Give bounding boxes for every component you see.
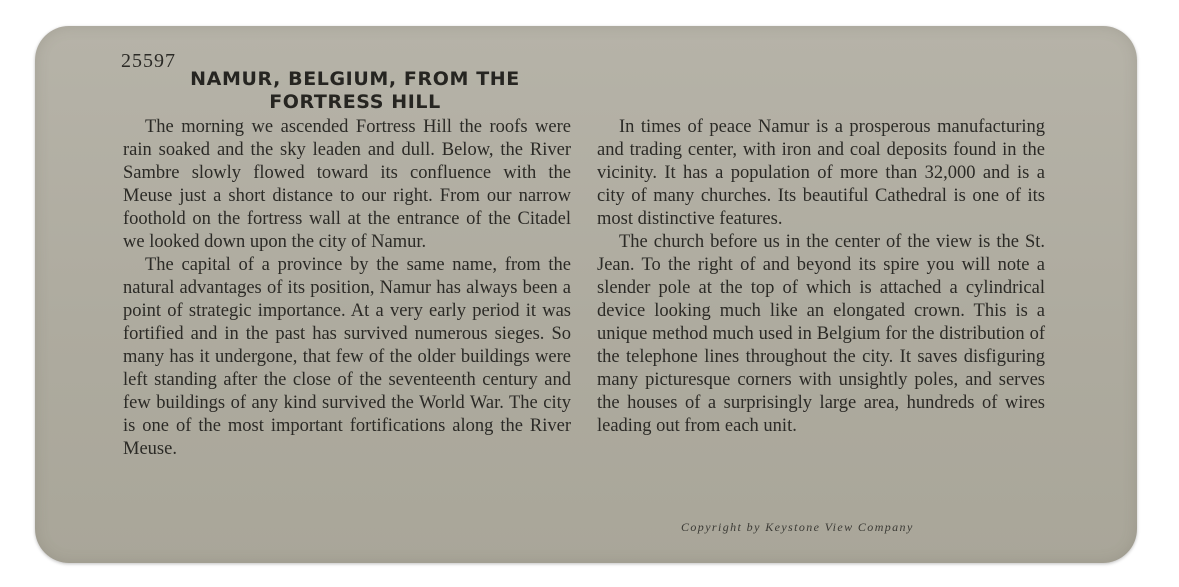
card-title	[115, 68, 595, 114]
paragraph: The morning we ascended Fortress Hill the roofs were rain soaked and the sky leaden and dull. Below, the River Sambre slowly flowed toward its confluence with the Meuse just a short distance to our right. From our narrow foothold on the fortress wall at the entrance of the Citadel we looked down upon the city of Namur.	[123, 117, 571, 252]
paragraph: The church before us in the center of the view is the St. Jean. To the right of and beyond its spire you will note a slender pole at the top of which is attached a cylindrical device looking much like an elongated crown. This is a unique method much used in Belgium for the distribution of the telephone lines throughout the city. It saves disfiguring many picturesque corners with unsightly poles, and serves the houses of a surprisingly large area, hundreds of wires leading out from each unit.	[597, 232, 1045, 436]
left-text-column	[123, 116, 571, 461]
paragraph: The capital of a province by the same name, from the natural advantages of its position, Namur has always been a point of strategic importance. At a very early period it was fortified and in the past has survived numerous sieges. So many has it undergone, that few of the older buildings were left standing after the close of the seventeenth century and few buildings of any kind survived the World War. The city is one of the most important fortifications along the River Meuse.	[123, 255, 571, 459]
right-text-column	[597, 116, 1045, 438]
card-number: 25597	[121, 50, 176, 72]
card-title-line-1: NAMUR, BELGIUM, FROM THE	[190, 68, 520, 90]
card-title-line-2: FORTRESS HILL	[269, 91, 441, 113]
paragraph: In times of peace Namur is a prosperous manufacturing and trading center, with iron and coal deposits found in the vicinity. It has a population of more than 32,000 and is a city of many churches. Its beautiful Cathedral is one of its most distinctive features.	[597, 117, 1045, 229]
copyright-notice: Copyright by Keystone View Company	[681, 520, 914, 534]
stereoview-card	[35, 26, 1137, 563]
